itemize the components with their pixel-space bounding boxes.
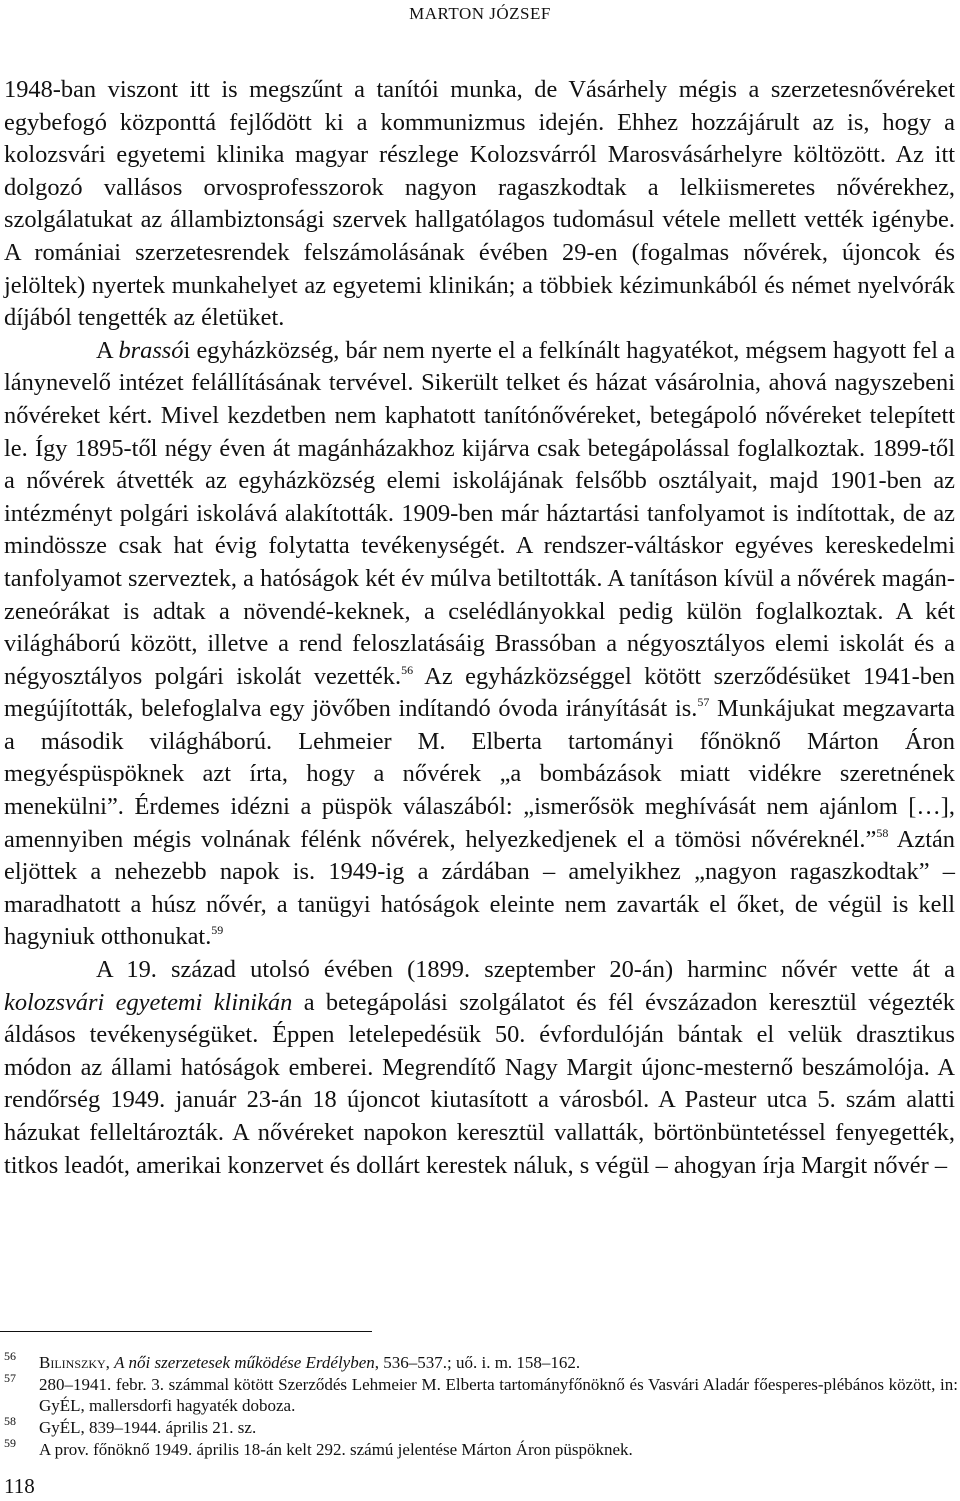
footnote-number: 59 [4, 1436, 16, 1450]
footnote-ref-58[interactable]: 58 [876, 825, 889, 840]
footnotes [4, 1349, 958, 1461]
p2-start: A [96, 336, 119, 364]
p3-b: a betegápolási szolgálatot és fél évszázadon keresztül végezték áldásos tevékenységüket. Éppen letelepedésük 50. évfordulóján bántak el velük drasztikus módon az állami hatóságok emberei. Megrendítő Nagy Margit újonc-mesternő beszámolója. A rendőrség 1949. január 23-án 18 újoncot kiutasított a városból. A Pasteur utca 5. szám alatti házukat felleltározták. A nővéreket napokon keresztül vallatták, börtönbüntetéssel fenyegették, titkos leadót, amerikai konzervet és dollárt kerestek náluk, s végül – ahogyan írja Margit nővér – [4, 988, 955, 1179]
footnote-separator [0, 1331, 372, 1332]
footnote-sep: , [105, 1353, 115, 1372]
p2-d: Aztán eljöttek a nehezebb napok is. 1949-ig a zárdában – amelyikhez „nagyon ragaszkodtak” – maradhatott a húsz nővér, a tanügyi hatóságok eleinte nem zavarták el őket, de végül is kell hagyniuk otthonukat. [4, 825, 955, 951]
footnote-rest: , 536–537.; uő. i. m. 158–162. [374, 1353, 581, 1372]
p2-a: i egyházközség, bár nem nyerte el a felkínált hagyatékot, mégsem hagyott fel a lánynevelő intézet felállításának tervével. Sikerült telket és házat vásárolnia, ahová nagyszebeni nővéreket kért. Mivel kezdetben nem kaphatott tanítónővéreket, betegápoló nővéreket telepített le. Így 1895-től négy éven át magánházakhoz kijárva csak betegápolással foglalkoztak. 1899-től a nővérek átvették az egyházközség elemi iskolájának felsőbb osztályait, majd 1901-ben az intézményt polgári iskolává alakították. 1909-ben már háztartási tanfolyamot is indítottak, de az mindössze csak hat évig folytatta tevékenységét. A rendszer-váltáskor egyéves kereskedelmi tanfolyamot szerveztek, a hatóságok két év múlva betiltották. A tanításon kívül a nővérek magán-zeneórákat is adtak a növendé-keknek, a cselédlányokkal pedig külön foglalkoztak. A két világháború között, illetve a rend feloszlatásáig Brassóban a négyosztályos elemi iskolát és a négyosztályos polgári iskolát vezették. [4, 336, 955, 690]
paragraph-2 [4, 335, 955, 954]
p2-b: Az egyházközséggel kötött szerződésüket 1941-ben megújították, belefoglalva egy jövőben indítandó óvoda irányítását is. [4, 662, 955, 723]
footnote-number: 58 [4, 1414, 16, 1428]
footnote-text: GyÉL, 839–1944. április 21. sz. [39, 1418, 257, 1437]
p2-c: Munkájukat megzavarta a második világháború. Lehmeier M. Elberta tartományi főnöknő Márton Áron megyéspüspöknek azt írta, hogy a nővérek „a bombázások miatt vidékre szeretnének menekülni”. Érdemes idézni a püspök válaszából: „ismerősök meghívását nem ajánlom […], amennyiben mégis volnának félénk nővérek, helyezkedjenek el a tömösi nővéreknél.” [4, 695, 955, 853]
running-head: MARTON JÓZSEF [409, 4, 551, 23]
footnote-number: 56 [4, 1349, 16, 1363]
footnote-ref-57[interactable]: 57 [697, 695, 710, 710]
footnote-author: Bilinszky [39, 1353, 106, 1372]
footnote-58 [4, 1414, 958, 1438]
page-number: 118 [4, 1474, 35, 1498]
italic-brasso: brassó [118, 336, 184, 364]
footnote-text: 280–1941. febr. 3. számmal kötött Szerződés Lehmeier M. Elberta tartományfőnöknő és Vasvári Aladár főesperes-plébános között, in: GyÉL, mallersdorfi hagyaték doboza. [39, 1375, 958, 1415]
footnote-number: 57 [4, 1371, 16, 1385]
footnote-57 [4, 1371, 958, 1416]
paragraph-1: 1948-ban viszont itt is megszűnt a tanítói munka, de Vásárhely mégis a szerzetesnővéreket egybefogó központtá fejlődött ki a kommunizmus idején. Ehhez hozzájárult az is, hogy a kolozsvári egyetemi klinika magyar részlege Kolozsvárról Marosvásárhelyre költözött. Az itt dolgozó vallásos orvosprofesszorok nagyon ragaszkodtak a lelkiismeretes nővérekhez, szolgálatukat az állambiztonsági szervek hallgatólagos tudomásul vétele mellett vették igénybe. A romániai szerzetesrendek felszámolásának évében 29-en (fogalmas nővérek, újoncok és jelöltek) nyertek munkahelyet az egyetemi klinikán; a többiek kézimunkából és német nyelvórák díjából tengették az életüket. [4, 76, 955, 332]
paragraph-3 [4, 954, 955, 1182]
body-text [4, 74, 955, 1182]
footnote-59 [4, 1436, 958, 1460]
p3-a: A 19. század utolsó évében (1899. szeptember 20-án) harminc nővér vette át a [96, 956, 955, 984]
footnote-ref-56[interactable]: 56 [401, 662, 414, 677]
footnote-text: A prov. főnöknő 1949. április 18-án kelt 292. számú jelentése Márton Áron püspöknek. [39, 1440, 633, 1459]
italic-klinika: kolozsvári egyetemi klinikán [4, 988, 293, 1016]
footnote-ref-59[interactable]: 59 [211, 923, 224, 938]
footnote-title: A női szerzetesek működése Erdélyben [114, 1353, 375, 1372]
footnote-56 [4, 1349, 958, 1373]
